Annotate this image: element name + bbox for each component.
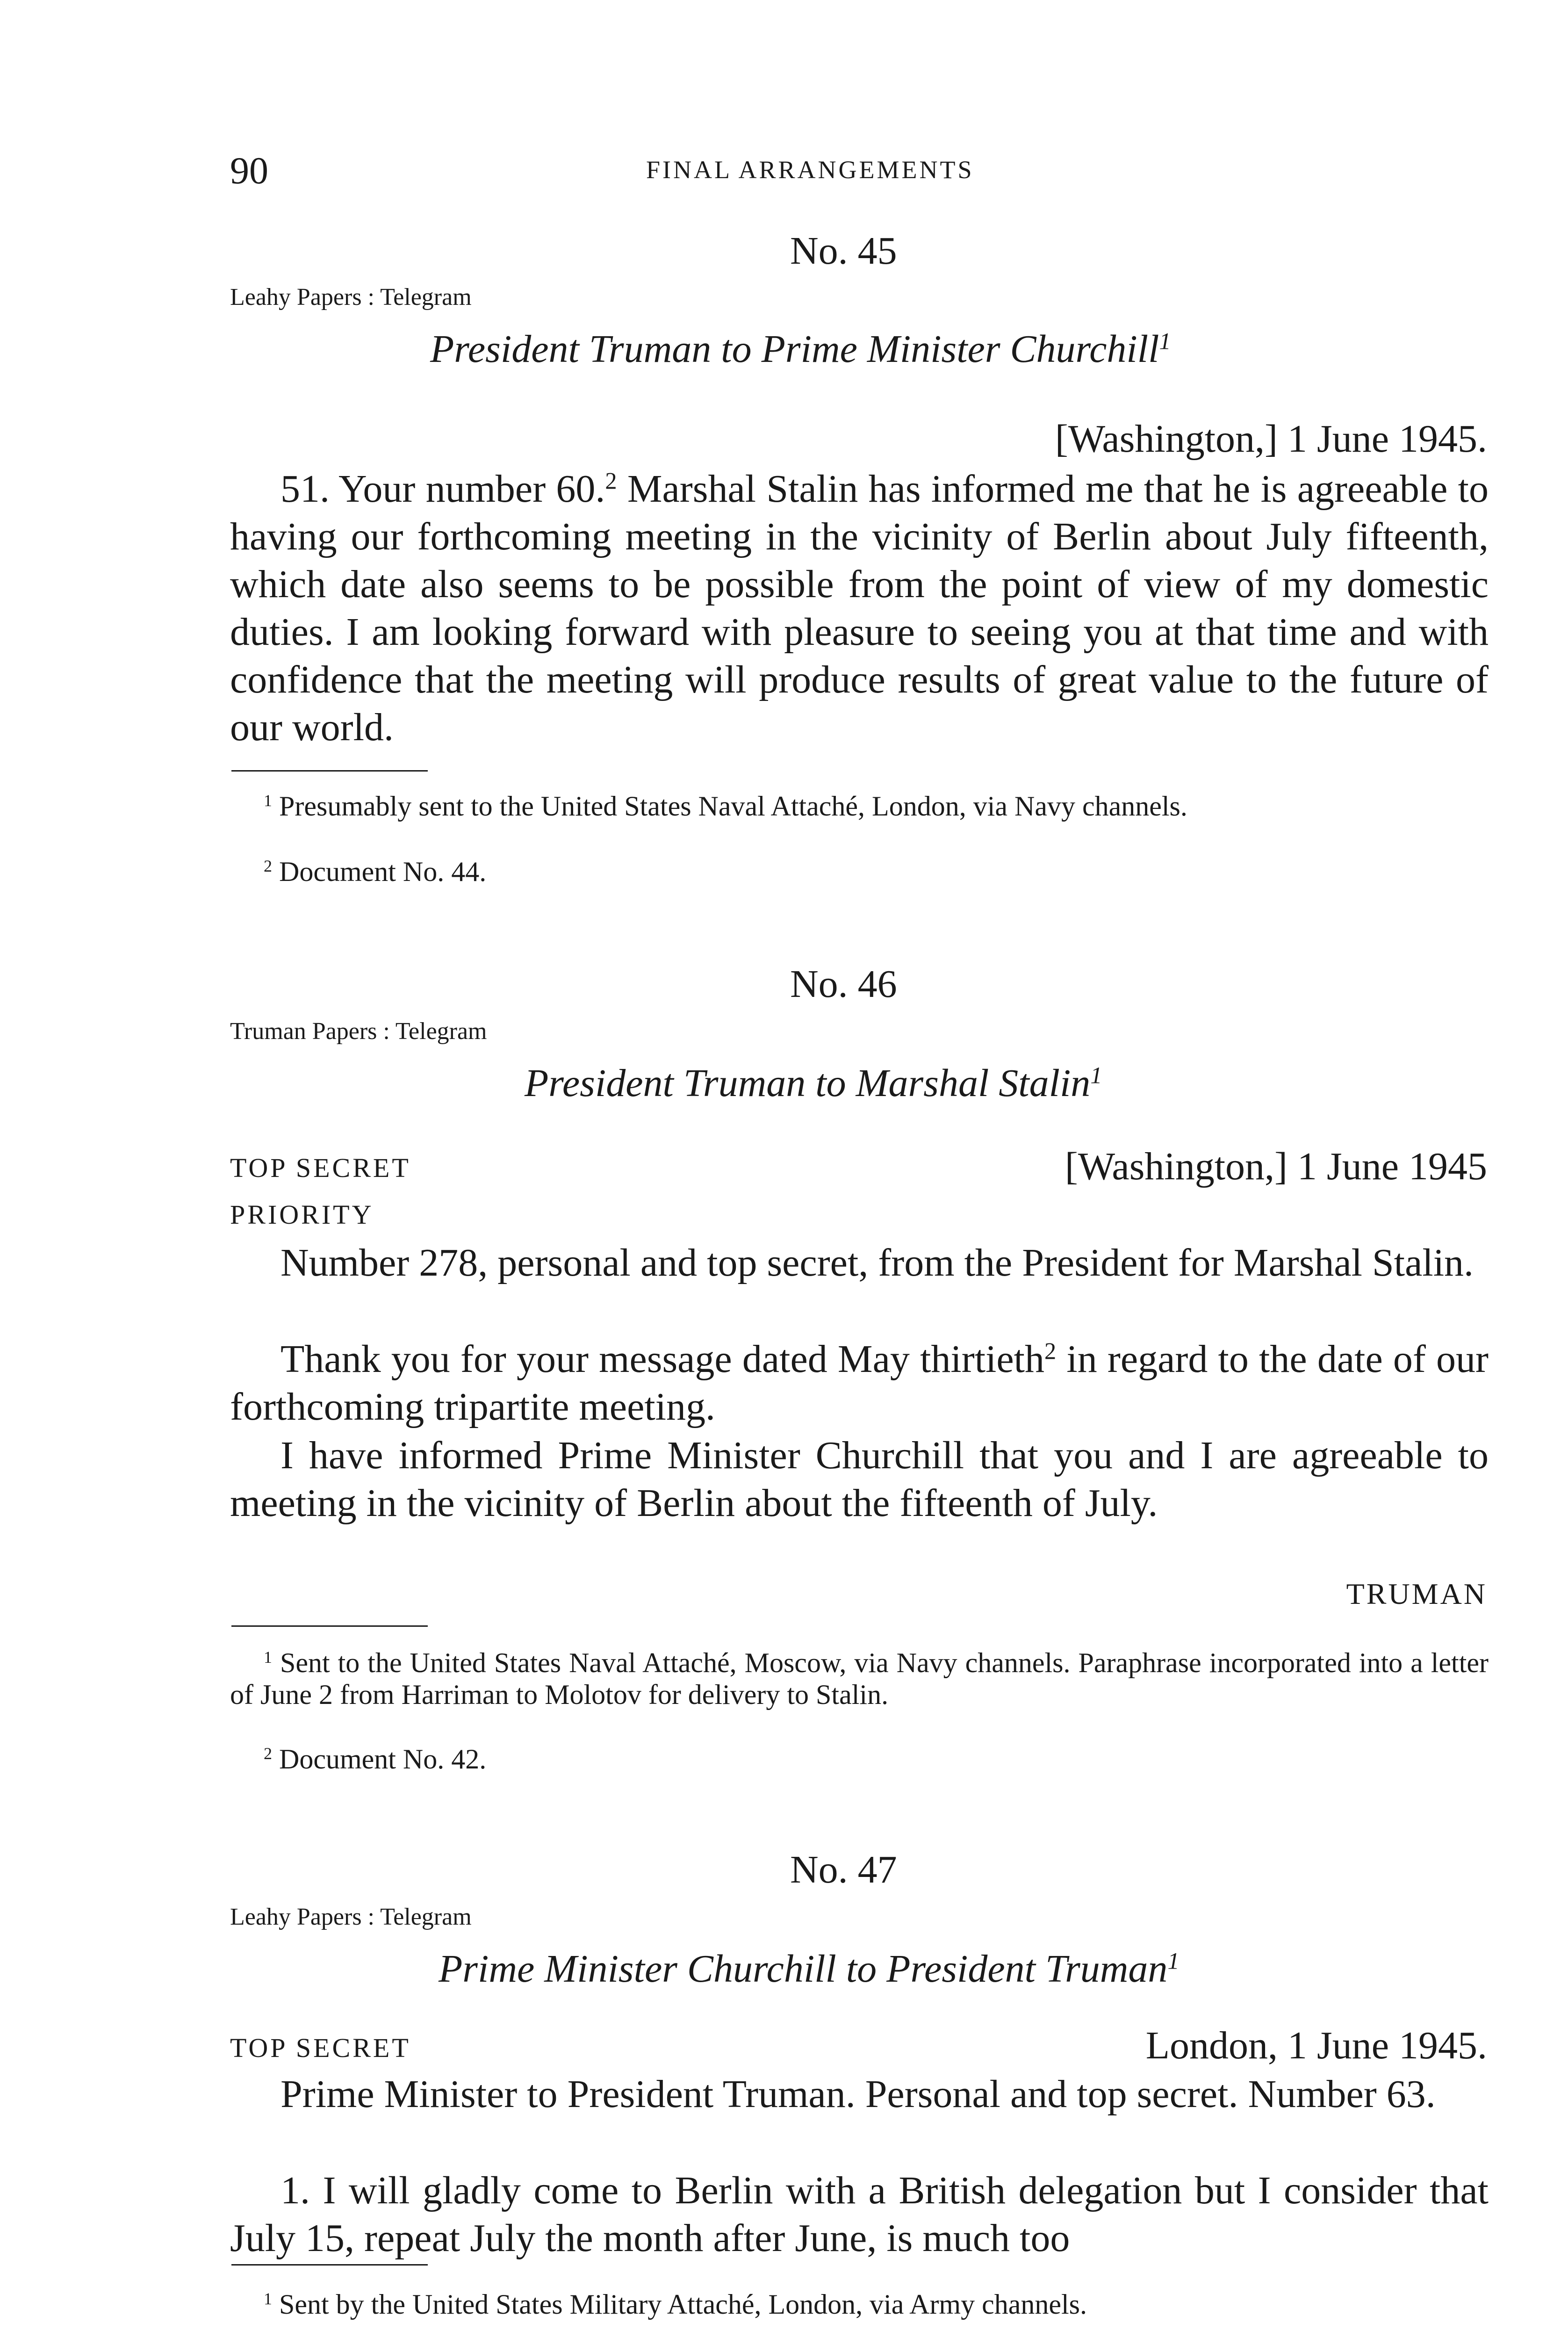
doc-46-paragraph-2 [230, 1335, 1489, 1431]
doc-46-priority: PRIORITY [230, 1199, 374, 1230]
footnote-text: Document No. 42. [279, 1744, 487, 1775]
footnote-text: Sent by the United States Military Attaché, London, via Army channels. [279, 2289, 1087, 2320]
footnote-mark: 1 [264, 2289, 272, 2309]
page-number: 90 [230, 149, 268, 192]
doc-45-source: Leahy Papers : Telegram [230, 284, 472, 310]
para-text: 1. I will gladly come to Berlin with a British delegation but I consider that July 15, repeat July the month after June, is much too [230, 2169, 1489, 2260]
doc-46-footnote-1 [230, 1647, 1489, 1710]
para-text: Number 278, personal and top secret, from the President for Marshal Stalin. [281, 1241, 1474, 1284]
doc-47-paragraph-1 [230, 2071, 1489, 2118]
doc-46-paragraph-3 [230, 1432, 1489, 1527]
doc-46-number: No. 46 [790, 962, 897, 1006]
para-text: Thank you for your message dated May thirtieth [281, 1337, 1045, 1381]
footnote-rule [231, 1625, 428, 1627]
note-ref: 2 [1044, 1338, 1057, 1364]
footnote-text: Sent to the United States Naval Attaché, Moscow, via Navy channels. Paraphrase incorporated into a letter of June 2 from Harriman to Molotov for delivery to Stalin. [230, 1647, 1489, 1710]
doc-45-title-note: 1 [1159, 328, 1171, 354]
doc-46-title-note: 1 [1090, 1062, 1102, 1089]
para-text: Prime Minister to President Truman. Personal and top secret. Number 63. [281, 2072, 1436, 2116]
doc-45-number: No. 45 [790, 229, 897, 273]
doc-45-title [430, 326, 1171, 372]
doc-45-dateline: [Washington,] 1 June 1945. [1055, 417, 1487, 461]
footnote-text: Document No. 44. [279, 856, 487, 887]
doc-46-signature: TRUMAN [1346, 1577, 1487, 1610]
doc-46-footnote-2 [230, 1743, 1489, 1775]
doc-47-dateline: London, 1 June 1945. [1145, 2024, 1487, 2067]
footnote-text: Presumably sent to the United States Naval Attaché, London, via Navy channels. [279, 791, 1187, 822]
doc-45-footnote-1 [230, 790, 1489, 822]
doc-46-paragraph-1 [230, 1239, 1489, 1287]
doc-45-footnote-2 [230, 856, 1489, 888]
para-text: in regard to the date of our forthcoming tripartite meeting. [230, 1337, 1489, 1429]
doc-46-classification: TOP SECRET [230, 1153, 411, 1183]
doc-47-number: No. 47 [790, 1848, 897, 1891]
doc-47-title [439, 1946, 1180, 1992]
doc-47-classification: TOP SECRET [230, 2033, 411, 2063]
doc-47-title-text: Prime Minister Churchill to President Truman [439, 1947, 1168, 1991]
footnote-mark: 2 [264, 1744, 272, 1763]
doc-46-title [525, 1061, 1102, 1106]
doc-46-title-text: President Truman to Marshal Stalin [525, 1061, 1091, 1105]
footnote-mark: 2 [264, 857, 272, 876]
footnote-rule [231, 770, 428, 772]
doc-47-source: Leahy Papers : Telegram [230, 1904, 472, 1930]
doc-47-footnote-1 [230, 2288, 1489, 2320]
footnote-rule [231, 2264, 428, 2266]
doc-45-paragraph-1 [230, 465, 1489, 751]
para-text: I have informed Prime Minister Churchill that you and I are agreeable to meeting in the vicinity of Berlin about the fifteenth of July. [230, 1434, 1489, 1525]
para-text: 51. Your number 60. [281, 467, 605, 511]
footnote-mark: 1 [264, 1648, 272, 1667]
doc-47-title-note: 1 [1167, 1948, 1180, 1974]
doc-47-paragraph-2 [230, 2167, 1489, 2262]
doc-46-source: Truman Papers : Telegram [230, 1018, 487, 1045]
doc-45-title-text: President Truman to Prime Minister Churchill [430, 327, 1159, 371]
doc-46-dateline: [Washington,] 1 June 1945 [1065, 1145, 1487, 1188]
note-ref: 2 [605, 468, 617, 494]
running-head: FINAL ARRANGEMENTS [646, 156, 974, 184]
footnote-mark: 1 [264, 791, 272, 810]
para-text: Marshal Stalin has informed me that he is agreeable to having our forthcoming meeting in the vicinity of Berlin about July fifteenth, which date also seems to be possible from the point of view of my domestic duties. I am looking forward with pleasure to seeing you at that time and with confidence that the meeting will produce results of great value to the future of our world. [230, 467, 1489, 749]
